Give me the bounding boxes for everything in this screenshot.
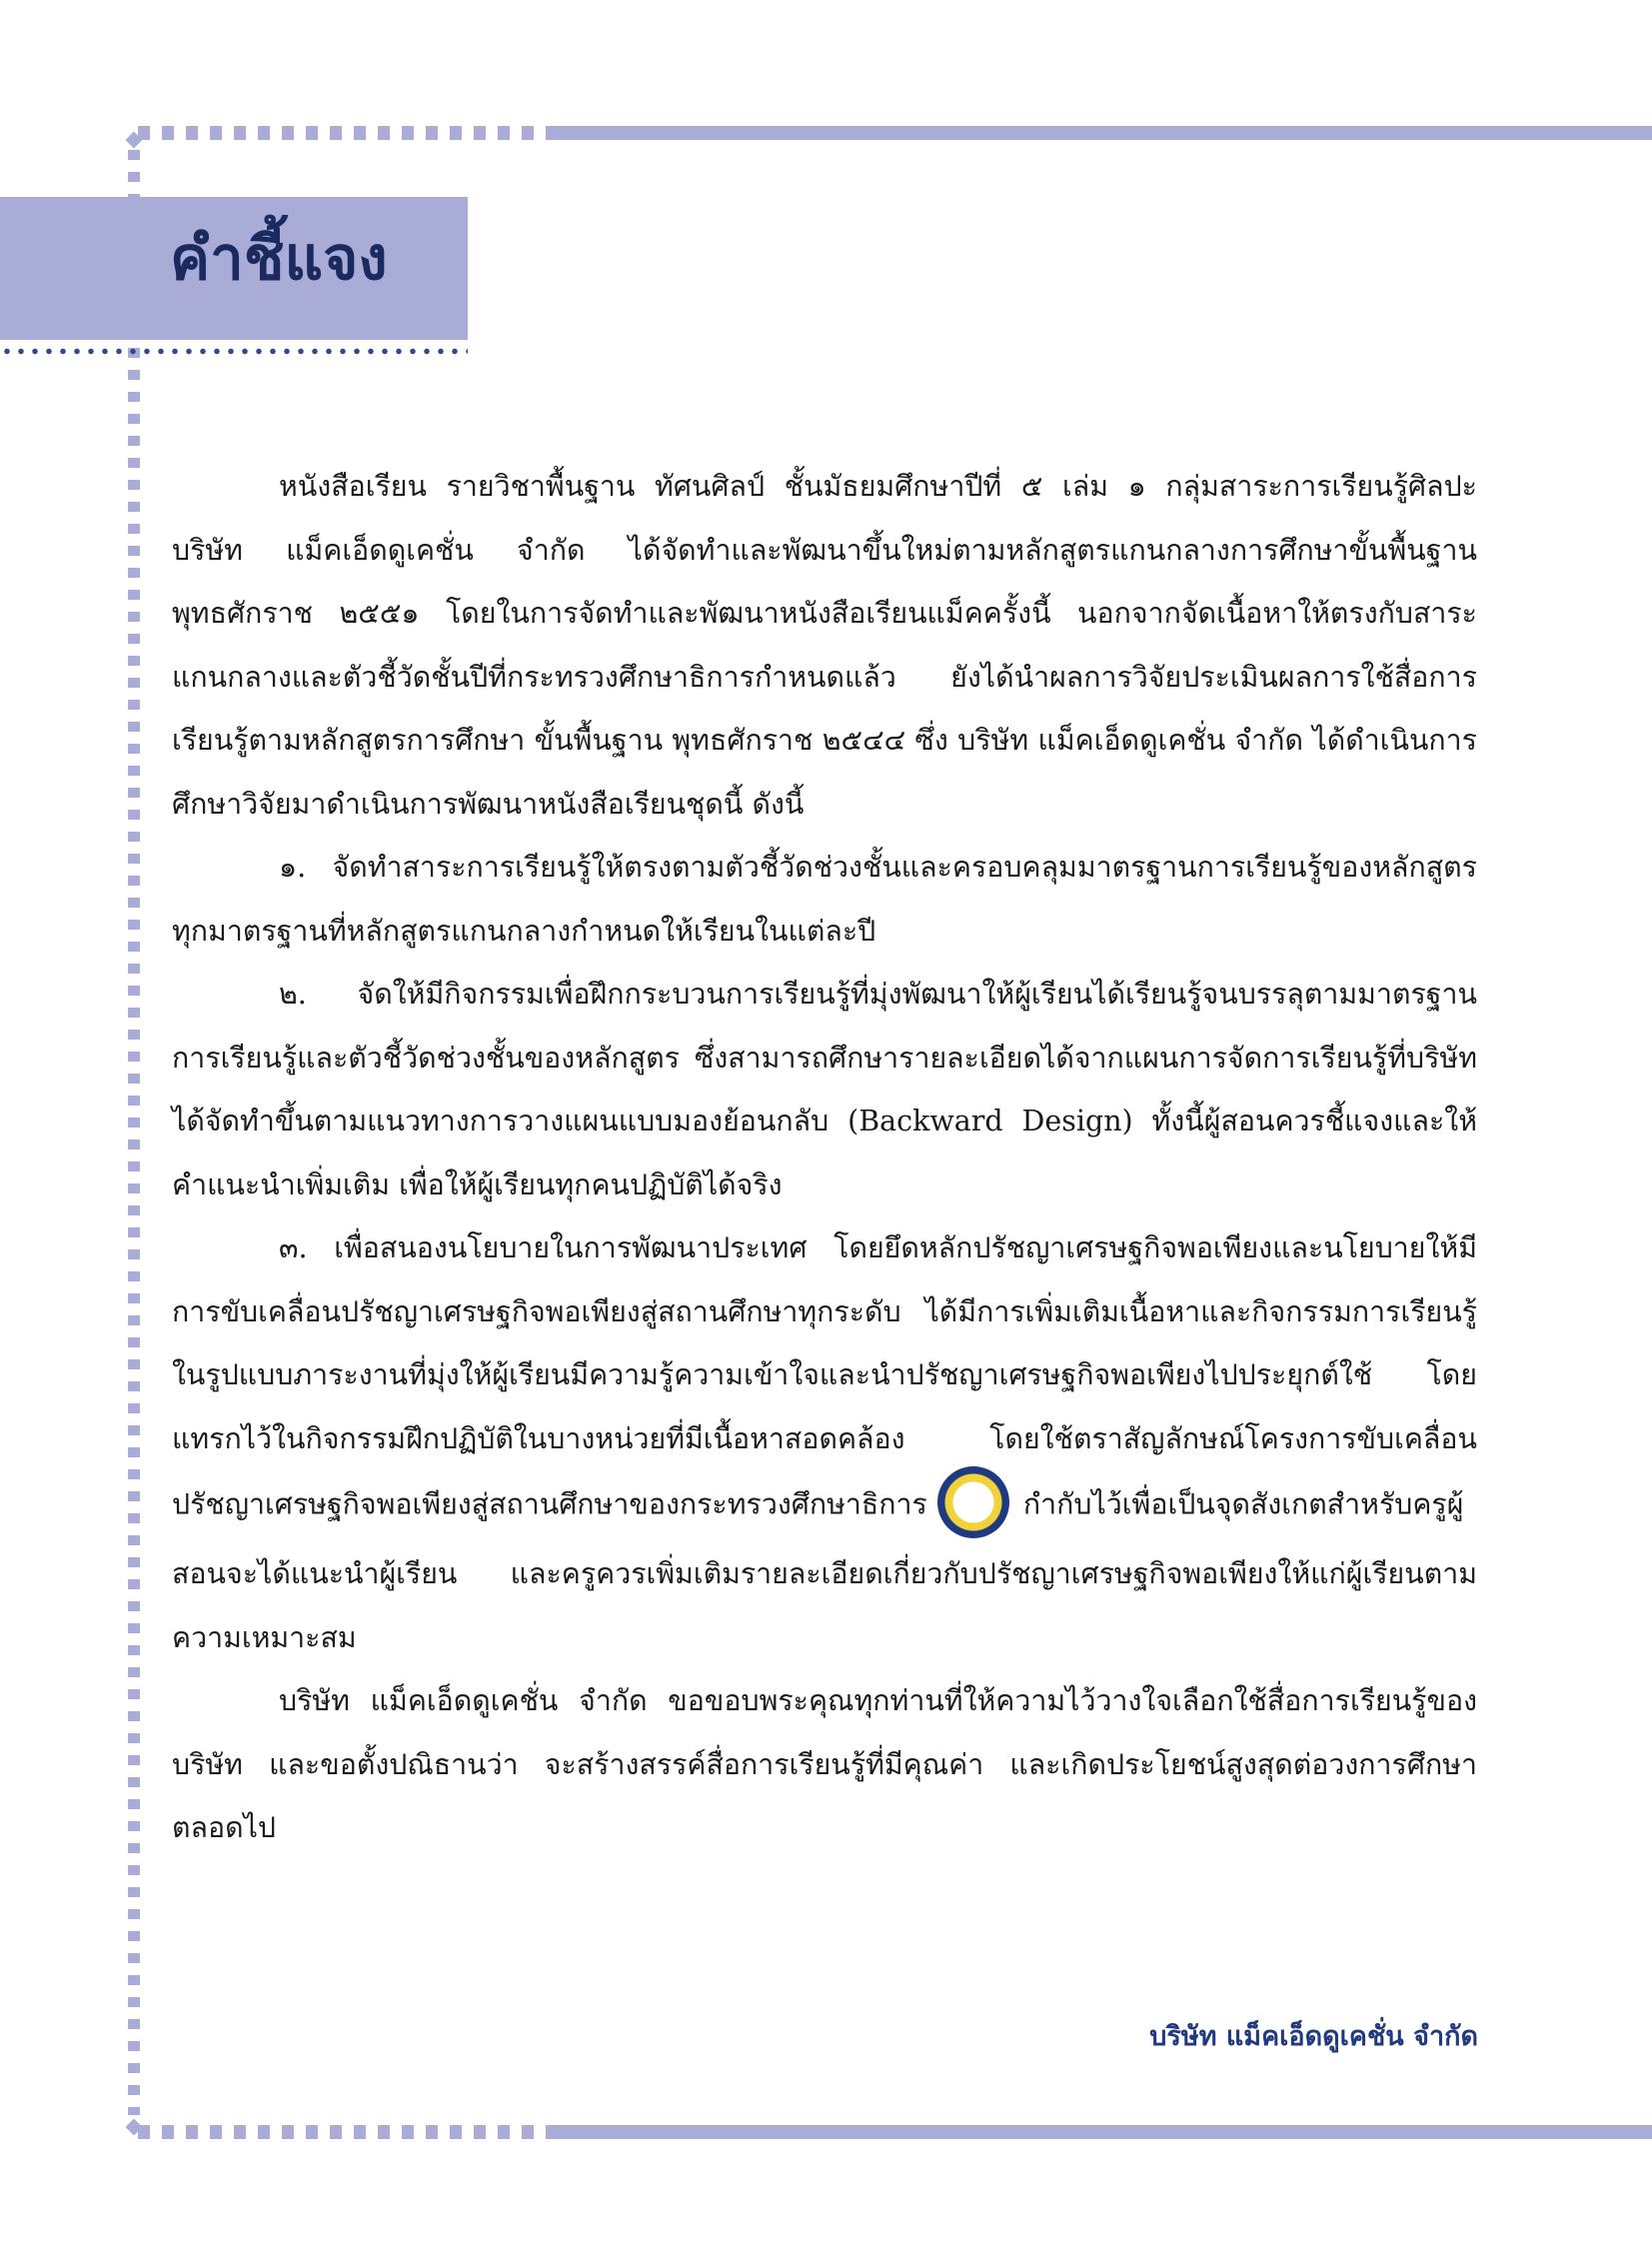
frame-bottom-border-line <box>558 2125 1652 2139</box>
intro-paragraph: หนังสือเรียน รายวิชาพื้นฐาน ทัศนศิลป์ ชั้นมัธยมศึกษาปีที่ ๕ เล่ม ๑ กลุ่มสาระการเรียนรู้ศิลปะ บริษัท แม็คเอ็ดดูเคชั่น จำกัด ได้จัดทำและพัฒนาขึ้นใหม่ตามหลักสูตรแกนกลางการศึกษาขั้นพื้นฐาน พุทธศักราช ๒๕๕๑ โดยในการจัดทำและพัฒนาหนังสือเรียนแม็คครั้งนี้ นอกจากจัดเนื้อหาให้ตรงกับสาระแกนกลางและตัวชี้วัดชั้นปีที่กระทรวงศึกษาธิการกำหนดแล้ว ยังได้นำผลการวิจัยประเมินผลการใช้สื่อการเรียนรู้ตามหลักสูตรการศึกษา ขั้นพื้นฐาน พุทธศักราช ๒๕๔๔ ซึ่ง บริษัท แม็คเอ็ดดูเคชั่น จำกัด ได้ดำเนินการศึกษาวิจัยมาดำเนินการพัฒนาหนังสือเรียนชุดนี้ ดังนี้ <box>172 470 1477 821</box>
list-item-2: ๒. จัดให้มีกิจกรรมเพื่อฝึกกระบวนการเรียนรู้ที่มุ่งพัฒนาให้ผู้เรียนได้เรียนรู้จนบรรลุตามมาตรฐานการเรียนรู้และตัวชี้วัดช่วงชั้นของหลักสูตร ซึ่งสามารถศึกษารายละเอียดได้จากแผนการจัดการเรียนรู้ที่บริษัทได้จัดทำขึ้นตามแนวทางการวางแผนแบบมองย้อนกลับ (Backward Design) ทั้งนี้ผู้สอนควรชี้แจงและให้คำแนะนำเพิ่มเติม เพื่อให้ผู้เรียนทุกคนปฏิบัติได้จริง <box>172 978 1477 1201</box>
frame-top-border-line <box>558 126 1652 140</box>
closing-paragraph: บริษัท แม็คเอ็ดดูเคชั่น จำกัด ขอขอบพระคุณทุกท่านที่ให้ความไว้วางใจเลือกใช้สื่อการเรียนรู้ของบริษัท และขอตั้งปณิธานว่า จะสร้างสรรค์สื่อการเรียนรู้ที่มีคุณค่า และเกิดประโยชน์สูงสุดต่อวงการศึกษาตลอดไป <box>172 1684 1477 1844</box>
sufficiency-economy-emblem-icon <box>937 1466 1009 1538</box>
page-title: คำชี้แจง <box>170 224 388 294</box>
frame-left-dotted-border <box>128 150 140 2115</box>
body-text <box>172 455 1477 1860</box>
list-item-3 <box>172 1216 1477 1669</box>
signature: บริษัท แม็คเอ็ดดูเคชั่น จำกัด <box>1149 2021 1478 2052</box>
list-item-3-text-after: กำกับไว้เพื่อเป็นจุดสังเกตสำหรับครูผู้สอนจะได้แนะนำผู้เรียน และครูควรเพิ่มเติมรายละเอียดเกี่ยวกับปรัชญาเศรษฐกิจพอเพียงให้แก่ผู้เรียนตามความเหมาะสม <box>172 1487 1477 1654</box>
list-item-1: ๑. จัดทำสาระการเรียนรู้ให้ตรงตามตัวชี้วัดช่วงชั้นและครอบคลุมมาตรฐานการเรียนรู้ของหลักสูตรทุกมาตรฐานที่หลักสูตรแกนกลางกำหนดให้เรียนในแต่ละปี <box>172 851 1477 948</box>
list-item-3-text-before: ๓. เพื่อสนองนโยบายในการพัฒนาประเทศ โดยยึดหลักปรัชญาเศรษฐกิจพอเพียงและนโยบายให้มีการขับเคลื่อนปรัชญาเศรษฐกิจพอเพียงสู่สถานศึกษาทุกระดับ ได้มีการเพิ่มเติมเนื้อหาและกิจกรรมการเรียนรู้ในรูปแบบภาระงานที่มุ่งให้ผู้เรียนมีความรู้ความเข้าใจและนำปรัชญาเศรษฐกิจพอเพียงไปประยุกต์ใช้ โดยแทรกไว้ในกิจกรรมฝึกปฏิบัติในบางหน่วยที่มีเนื้อหาสอดคล้อง โดยใช้ตราสัญลักษณ์โครงการขับเคลื่อนปรัชญาเศรษฐกิจพอเพียงสู่สถานศึกษาของกระทรวงศึกษาธิการ <box>172 1231 1477 1521</box>
heading-dotted-underline <box>0 348 468 355</box>
frame-bottom-dotted-border <box>138 2125 558 2139</box>
frame-top-dotted-border <box>138 126 558 140</box>
